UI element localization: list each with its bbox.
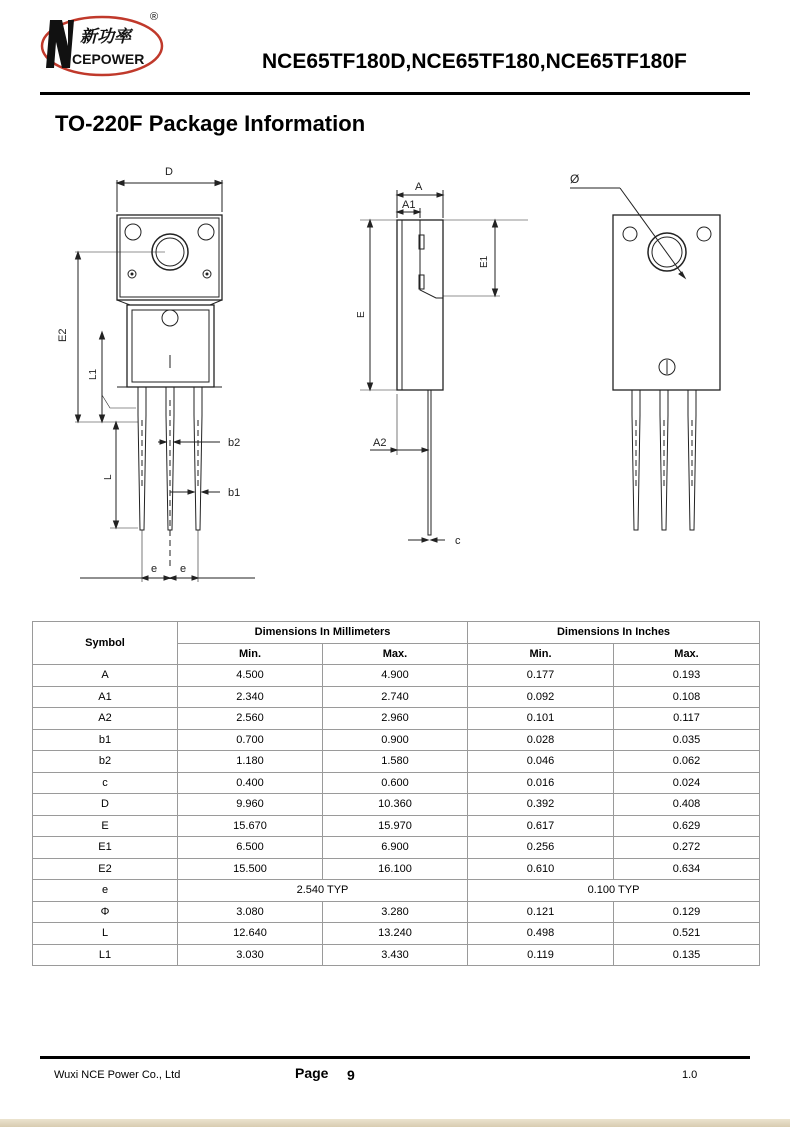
symbol-header: Symbol <box>33 622 178 665</box>
symbol-cell: A2 <box>33 708 178 730</box>
table-row <box>33 901 760 923</box>
table-row <box>33 837 760 859</box>
table-row <box>33 944 760 966</box>
mm-min-cell: 3.030 <box>178 944 323 966</box>
in-max-cell: 0.024 <box>614 772 760 794</box>
in-max-cell: 0.108 <box>614 686 760 708</box>
mm-max-cell: 3.430 <box>323 944 468 966</box>
symbol-cell: Φ <box>33 901 178 923</box>
in-max-cell: 0.135 <box>614 944 760 966</box>
in-min-cell: 0.121 <box>468 901 614 923</box>
footer-divider <box>40 1056 750 1059</box>
mm-min-cell: 9.960 <box>178 794 323 816</box>
in-max-cell: 0.035 <box>614 729 760 751</box>
symbol-cell: b1 <box>33 729 178 751</box>
mm-max-cell: 2.740 <box>323 686 468 708</box>
mm-max-cell: 1.580 <box>323 751 468 773</box>
symbol-cell: A1 <box>33 686 178 708</box>
label-E2: E2 <box>57 328 69 342</box>
label-c: c <box>455 535 461 547</box>
mm-min-cell: 12.640 <box>178 923 323 945</box>
mm-min-header: Min. <box>178 643 323 665</box>
section-title: TO-220F Package Information <box>55 111 366 136</box>
mm-min-cell: 4.500 <box>178 665 323 687</box>
side-view <box>356 181 528 547</box>
in-max-cell: 0.117 <box>614 708 760 730</box>
in-max-cell: 0.521 <box>614 923 760 945</box>
mm-max-cell: 13.240 <box>323 923 468 945</box>
mm-max-cell: 2.960 <box>323 708 468 730</box>
mm-min-cell: 2.340 <box>178 686 323 708</box>
mm-min-cell: 0.400 <box>178 772 323 794</box>
mm-min-cell: 15.670 <box>178 815 323 837</box>
label-phi: Ø <box>570 172 580 186</box>
label-b1: b1 <box>228 487 241 499</box>
symbol-cell: E <box>33 815 178 837</box>
table-row <box>33 815 760 837</box>
label-E: E <box>356 311 367 318</box>
label-L1: L1 <box>88 368 99 380</box>
footer-company: Wuxi NCE Power Co., Ltd <box>54 1069 181 1081</box>
mm-min-cell: 3.080 <box>178 901 323 923</box>
table-row <box>33 772 760 794</box>
symbol-cell: E2 <box>33 858 178 880</box>
symbol-cell: D <box>33 794 178 816</box>
table-row <box>33 751 760 773</box>
mm-max-cell: 3.280 <box>323 901 468 923</box>
mm-max-cell: 0.900 <box>323 729 468 751</box>
label-e-2: e <box>180 563 187 575</box>
label-L: L <box>103 474 114 480</box>
symbol-cell: L1 <box>33 944 178 966</box>
mm-min-cell: 0.700 <box>178 729 323 751</box>
in-min-cell: 0.101 <box>468 708 614 730</box>
in-min-cell: 0.610 <box>468 858 614 880</box>
in-max-cell: 0.129 <box>614 901 760 923</box>
registered-mark: ® <box>150 11 159 23</box>
package-drawing <box>40 150 780 590</box>
mm-max-cell: 15.970 <box>323 815 468 837</box>
label-E1: E1 <box>479 255 490 268</box>
table-row <box>33 858 760 880</box>
mm-typ-cell: 2.540 TYP <box>178 880 468 902</box>
label-D: D <box>165 166 173 178</box>
in-max-cell: 0.193 <box>614 665 760 687</box>
mm-max-cell: 6.900 <box>323 837 468 859</box>
mm-max-cell: 4.900 <box>323 665 468 687</box>
in-max-header: Max. <box>614 643 760 665</box>
mm-max-cell: 0.600 <box>323 772 468 794</box>
symbol-cell: A <box>33 665 178 687</box>
mm-max-cell: 10.360 <box>323 794 468 816</box>
table-row <box>33 880 760 902</box>
table-row <box>33 729 760 751</box>
footer-version: 1.0 <box>682 1069 698 1081</box>
in-min-cell: 0.177 <box>468 665 614 687</box>
front-view <box>57 166 255 582</box>
label-A1: A1 <box>402 199 416 211</box>
table-header-row <box>33 622 760 644</box>
in-max-cell: 0.634 <box>614 858 760 880</box>
in-min-cell: 0.092 <box>468 686 614 708</box>
in-min-cell: 0.392 <box>468 794 614 816</box>
logo-english-text: CEPOWER <box>72 51 145 67</box>
table-row <box>33 794 760 816</box>
symbol-cell: L <box>33 923 178 945</box>
in-min-cell: 0.119 <box>468 944 614 966</box>
table-row <box>33 686 760 708</box>
mm-min-cell: 6.500 <box>178 837 323 859</box>
in-min-header: Min. <box>468 643 614 665</box>
logo-chinese-text: 新功率 <box>80 27 131 46</box>
table-row <box>33 665 760 687</box>
in-max-cell: 0.408 <box>614 794 760 816</box>
inches-header: Dimensions In Inches <box>468 622 760 644</box>
company-logo <box>40 6 170 78</box>
label-e-1: e <box>151 563 158 575</box>
label-A2: A2 <box>373 437 387 449</box>
table-row <box>33 708 760 730</box>
document-title: NCE65TF180D,NCE65TF180,NCE65TF180F <box>262 50 687 73</box>
in-min-cell: 0.498 <box>468 923 614 945</box>
in-min-cell: 0.046 <box>468 751 614 773</box>
dimensions-table <box>32 621 760 966</box>
in-max-cell: 0.062 <box>614 751 760 773</box>
mm-max-header: Max. <box>323 643 468 665</box>
in-max-cell: 0.272 <box>614 837 760 859</box>
in-min-cell: 0.617 <box>468 815 614 837</box>
bottom-band <box>0 1119 790 1127</box>
symbol-cell: E1 <box>33 837 178 859</box>
footer-page-label: Page <box>295 1065 329 1081</box>
in-min-cell: 0.016 <box>468 772 614 794</box>
back-view <box>570 172 720 530</box>
symbol-cell: c <box>33 772 178 794</box>
in-min-cell: 0.256 <box>468 837 614 859</box>
in-min-cell: 0.028 <box>468 729 614 751</box>
mm-min-cell: 2.560 <box>178 708 323 730</box>
footer-page-number: 9 <box>347 1067 355 1083</box>
mm-min-cell: 15.500 <box>178 858 323 880</box>
mm-header: Dimensions In Millimeters <box>178 622 468 644</box>
table-row <box>33 923 760 945</box>
mm-max-cell: 16.100 <box>323 858 468 880</box>
label-A: A <box>415 181 423 193</box>
in-typ-cell: 0.100 TYP <box>468 880 760 902</box>
symbol-cell: b2 <box>33 751 178 773</box>
symbol-cell: e <box>33 880 178 902</box>
in-max-cell: 0.629 <box>614 815 760 837</box>
label-b2: b2 <box>228 437 241 449</box>
mm-min-cell: 1.180 <box>178 751 323 773</box>
header-divider <box>40 92 750 95</box>
